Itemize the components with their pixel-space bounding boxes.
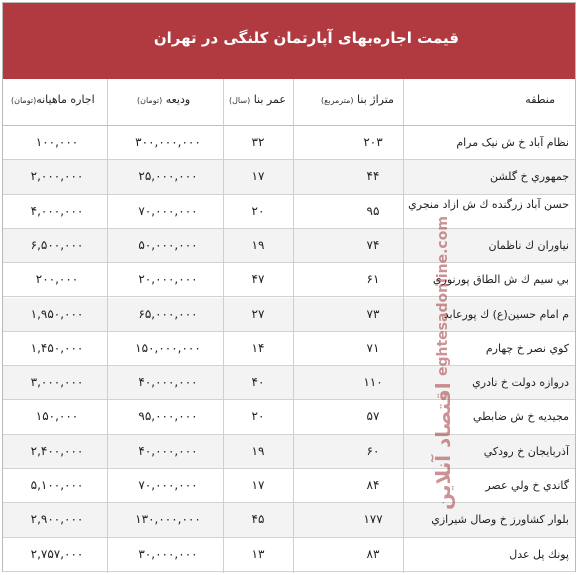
cell-rent: ۱۵۰,۰۰۰ <box>35 409 79 424</box>
cell-region: نياوران ك ناظمان <box>488 238 569 252</box>
cell-area: ۷۴ <box>366 237 380 252</box>
table-row <box>3 400 575 434</box>
cell-rent: ۴,۰۰۰,۰۰۰ <box>30 203 84 218</box>
cell-age: ۲۰ <box>251 409 265 424</box>
column-divider <box>293 79 294 573</box>
cell-age: ۱۳ <box>251 546 265 561</box>
cell-area: ۶۱ <box>366 272 380 287</box>
cell-deposit: ۲۰,۰۰۰,۰۰۰ <box>138 272 198 287</box>
cell-region: دروازه دولت خ نادري <box>472 376 569 390</box>
table-row <box>3 126 575 160</box>
title-bar <box>3 3 575 79</box>
cell-rent: ۲,۹۰۰,۰۰۰ <box>30 512 84 527</box>
watermark-fa: اقتصاد آنلاین <box>431 382 455 510</box>
cell-area: ۴۴ <box>366 169 380 184</box>
cell-rent: ۵,۱۰۰,۰۰۰ <box>30 478 84 492</box>
table-row <box>3 469 575 503</box>
cell-region: م امام حسين(ع) ك پورعابد <box>443 307 569 321</box>
column-divider <box>107 79 108 573</box>
cell-area: ۸۴ <box>366 478 380 492</box>
cell-rent: ۲,۰۰۰,۰۰۰ <box>30 169 84 184</box>
cell-rent: ۳,۰۰۰,۰۰۰ <box>30 375 84 390</box>
cell-deposit: ۶۵,۰۰۰,۰۰۰ <box>138 306 198 321</box>
cell-age: ۲۷ <box>251 306 265 321</box>
table-row <box>3 229 575 263</box>
cell-area: ۵۷ <box>366 409 380 424</box>
cell-region: جمهوري خ گلشن <box>490 170 569 184</box>
cell-area: ۱۱۰ <box>363 375 383 390</box>
cell-age: ۲۰ <box>251 203 265 218</box>
cell-deposit: ۴۰,۰۰۰,۰۰۰ <box>138 375 198 390</box>
cell-region: پونك پل عدل <box>509 547 569 561</box>
cell-area: ۷۱ <box>366 340 380 355</box>
cell-deposit: ۷۰,۰۰۰,۰۰۰ <box>138 478 198 492</box>
cell-age: ۳۲ <box>251 135 265 149</box>
table-row <box>3 160 575 194</box>
cell-region: گاندي خ ولي عصر <box>485 479 569 492</box>
header-rent: اجاره ماهیانه(تومان) <box>11 93 95 106</box>
header-region: منطقه <box>525 93 555 106</box>
cell-area: ۶۰ <box>366 443 380 458</box>
cell-age: ۴۷ <box>251 272 265 287</box>
column-divider <box>223 79 224 573</box>
header-area: متراژ بنا (مترمربع) <box>321 93 394 106</box>
table-row <box>3 503 575 537</box>
table-row <box>3 435 575 469</box>
cell-rent: ۲,۷۵۷,۰۰۰ <box>30 546 84 561</box>
cell-area: ۷۳ <box>366 306 380 321</box>
cell-age: ۱۷ <box>251 478 265 492</box>
cell-deposit: ۷۰,۰۰۰,۰۰۰ <box>138 203 198 218</box>
watermark-en: eghtesadonline.com <box>435 216 451 377</box>
watermark <box>398 213 488 513</box>
cell-age: ۱۷ <box>251 169 265 184</box>
table-row <box>3 538 575 572</box>
cell-deposit: ۴۰,۰۰۰,۰۰۰ <box>138 443 198 458</box>
cell-area: ۸۳ <box>366 546 380 561</box>
cell-deposit: ۵۰,۰۰۰,۰۰۰ <box>138 237 198 252</box>
cell-rent: ۱,۴۵۰,۰۰۰ <box>30 340 84 355</box>
cell-deposit: ۳۰,۰۰۰,۰۰۰ <box>138 546 198 561</box>
cell-deposit: ۲۵,۰۰۰,۰۰۰ <box>138 169 198 184</box>
table-frame <box>2 2 576 572</box>
cell-region: حسن آباد زرگنده ك ش ازاد منجري <box>408 197 569 211</box>
cell-rent: ۱۰۰,۰۰۰ <box>35 135 79 149</box>
header-age: عمر بنا (سال) <box>229 93 286 106</box>
table-row <box>3 263 575 297</box>
table-row <box>3 332 575 366</box>
cell-age: ۱۹ <box>251 237 265 252</box>
cell-deposit: ۹۵,۰۰۰,۰۰۰ <box>138 409 198 424</box>
table-row <box>3 195 575 229</box>
cell-region: بلوار كشاورز خ وصال شيرازي <box>431 513 569 527</box>
cell-area: ۲۰۳ <box>363 135 383 149</box>
header-deposit: ودیعه (تومان) <box>137 93 191 106</box>
cell-age: ۱۹ <box>251 443 265 458</box>
cell-rent: ۲,۴۰۰,۰۰۰ <box>30 443 84 458</box>
cell-age: ۴۵ <box>251 512 265 527</box>
cell-rent: ۱,۹۵۰,۰۰۰ <box>30 306 84 321</box>
table-title: قیمت اجاره‌بهای آپارتمان کلنگی در تهران <box>153 29 459 47</box>
cell-region: بي سيم ك ش الطاق پورنوري <box>432 273 569 287</box>
cell-rent: ۲۰۰,۰۰۰ <box>35 272 79 287</box>
cell-region: مجيديه خ ش ضابطي <box>472 410 569 424</box>
cell-rent: ۶,۵۰۰,۰۰۰ <box>30 237 84 252</box>
table-row <box>3 366 575 400</box>
table-header-row <box>3 79 575 126</box>
cell-region: نظام آباد خ ش نیک مرام <box>456 136 569 149</box>
cell-age: ۱۴ <box>251 340 265 355</box>
cell-age: ۴۰ <box>251 375 265 390</box>
cell-deposit: ۱۳۰,۰۰۰,۰۰۰ <box>135 512 201 527</box>
cell-area: ۹۵ <box>366 203 380 218</box>
cell-region: آذربايجان خ رودكي <box>483 444 569 458</box>
cell-region: كوي نصر خ چهارم <box>485 341 569 355</box>
table-row <box>3 298 575 332</box>
cell-deposit: ۳۰۰,۰۰۰,۰۰۰ <box>135 135 201 149</box>
cell-deposit: ۱۵۰,۰۰۰,۰۰۰ <box>135 340 201 355</box>
cell-area: ۱۷۷ <box>363 512 383 527</box>
